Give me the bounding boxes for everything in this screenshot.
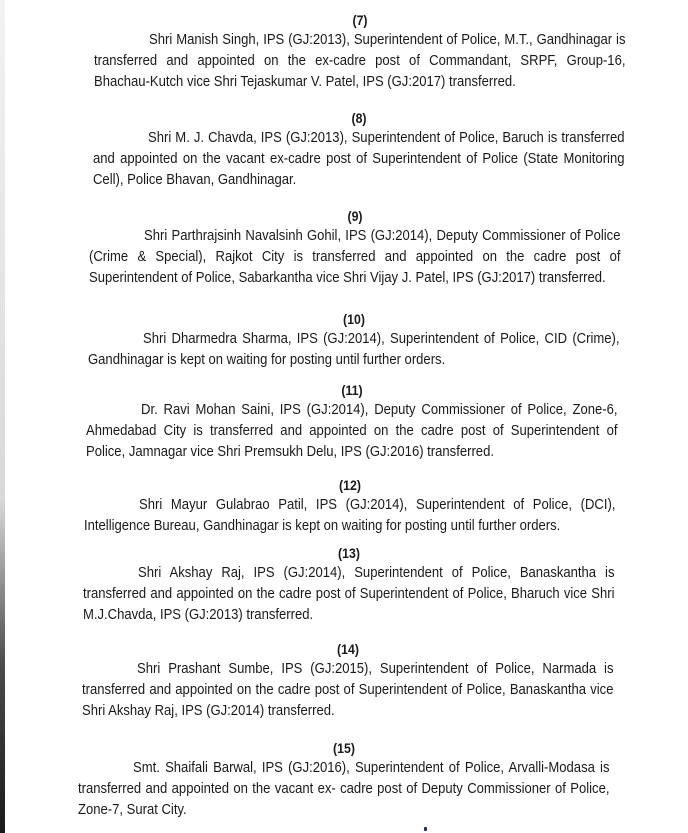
order-text: Smt. Shaifali Barwal, IPS (GJ:2016), Superintendent of Police, Arvalli-Modasa is transferred and appointed on the vacant ex- cadre post of Deputy Commissioner of Police, Zone-7, Surat City. [78, 759, 610, 818]
order-text: Shri M. J. Chavda, IPS (GJ:2013), Superintendent of Police, Baruch is transferred and appointed on the vacant ex-cadre post of Superintendent of Police (State Monitoring Cell), Police Bhavan, Gandhinagar. [93, 129, 625, 188]
order-number: (7) [352, 12, 368, 28]
order-item-8 [93, 108, 625, 190]
order-text: Shri Akshay Raj, IPS (GJ:2014), Superintendent of Police, Banaskantha is transferred and appointed on the cadre post of Superintendent of Police, Bharuch vice Shri M.J.Chavda, IPS (GJ:2013) transferred. [83, 564, 615, 623]
order-item-7 [94, 10, 626, 92]
order-text: Dr. Ravi Mohan Saini, IPS (GJ:2014), Deputy Commissioner of Police, Zone-6, Ahmedabad City is transferred and appointed on the cadre post of Superintendent of Police, Jamnagar vice Shri Premsukh Delu, IPS (GJ:2016) transferred. [86, 401, 618, 460]
order-item-9 [89, 206, 621, 288]
scan-edge-shadow [0, 0, 5, 833]
order-item-11 [86, 380, 618, 462]
order-number: (15) [333, 740, 355, 756]
order-number: (11) [341, 382, 363, 398]
order-item-14 [82, 639, 614, 721]
order-number: (14) [337, 641, 359, 657]
order-item-13 [83, 543, 615, 625]
order-number: (8) [351, 110, 367, 126]
order-text: Shri Prashant Sumbe, IPS (GJ:2015), Superintendent of Police, Narmada is transferred and appointed on the cadre post of Superintendent of Police, Banaskantha vice Shri Akshay Raj, IPS (GJ:2014) transferred. [82, 660, 614, 719]
order-text: Shri Mayur Gulabrao Patil, IPS (GJ:2014), Superintendent of Police, (DCI), Intelligence Bureau, Gandhinagar is kept on waiting for posting until further orders. [84, 496, 616, 534]
order-text: Shri Manish Singh, IPS (GJ:2013), Superintendent of Police, M.T., Gandhinagar is transferred and appointed on the ex-cadre post of Commandant, SRPF, Group-16, Bhachau-Kutch vice Shri Tejaskumar V. Patel, IPS (GJ:2017) transferred. [94, 31, 626, 90]
order-number: (9) [347, 208, 363, 224]
order-number: (13) [338, 545, 360, 561]
order-text: Shri Dharmedra Sharma, IPS (GJ:2014), Superintendent of Police, CID (Crime), Gandhinagar is kept on waiting for posting until further orders. [88, 330, 620, 368]
order-text: Shri Parthrajsinh Navalsinh Gohil, IPS (GJ:2014), Deputy Commissioner of Police (Crime & Special), Rajkot City is transferred and appointed on the cadre post of Superintendent of Police, Sabarkantha vice Shri Vijay J. Patel, IPS (GJ:2017) transferred. [89, 227, 621, 286]
ink-mark [424, 827, 427, 831]
order-number: (12) [339, 477, 361, 493]
order-item-10 [88, 309, 620, 371]
order-item-12 [84, 475, 616, 537]
order-number: (10) [343, 311, 365, 327]
order-item-15 [78, 738, 610, 820]
